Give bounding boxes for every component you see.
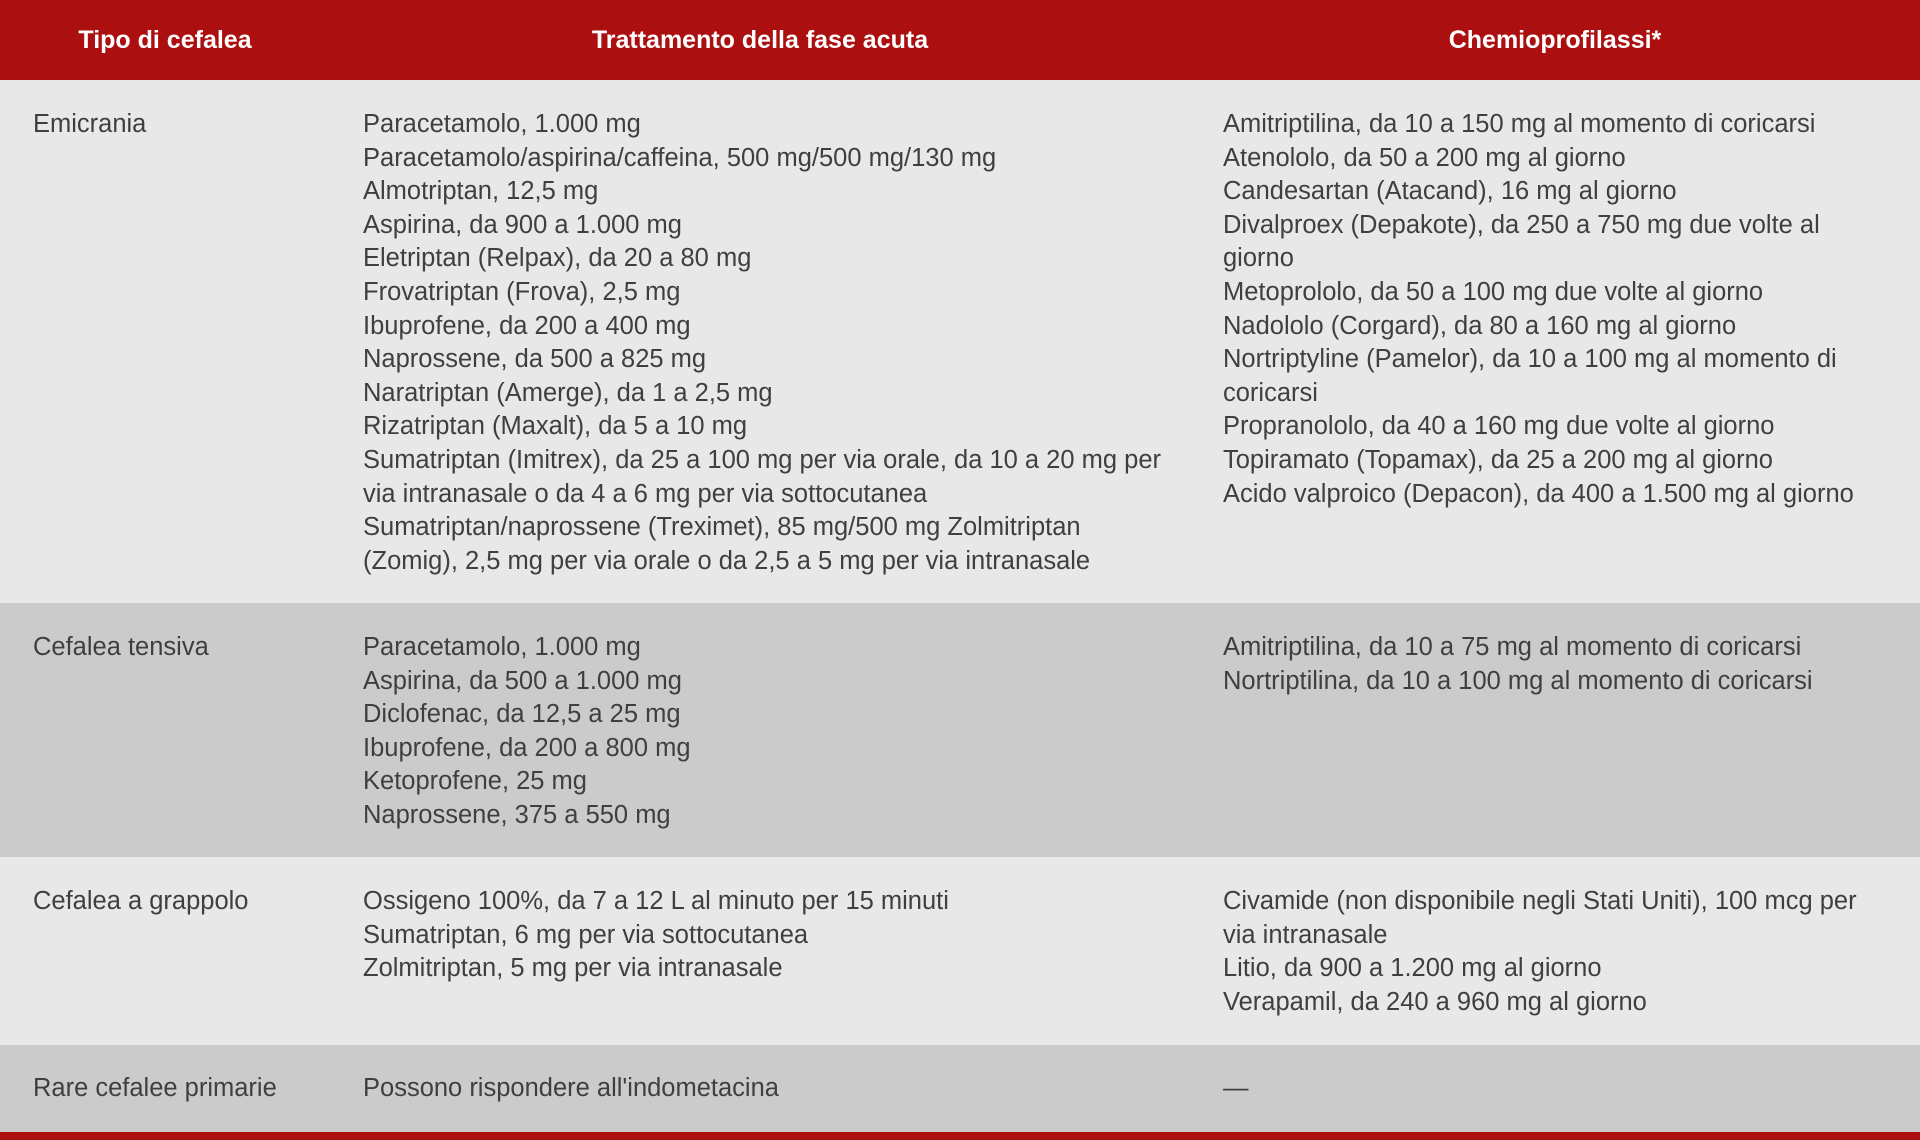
- prophylaxis-item: Nortriptyline (Pamelor), da 10 a 100 mg al momento di coricarsi: [1223, 345, 1837, 407]
- prophylaxis-cell: [1223, 631, 1893, 698]
- prophylaxis-item: —: [1223, 1074, 1249, 1102]
- acute-item: Almotriptan, 12,5 mg: [363, 177, 599, 206]
- prophylaxis-item: Civamide (non disponibile negli Stati Uniti), 100 mcg per via intranasale: [1223, 887, 1857, 949]
- acute-item: Rizatriptan (Maxalt), da 5 a 10 mg: [363, 412, 748, 441]
- prophylaxis-item: Candesartan (Atacand), 16 mg al giorno: [1223, 177, 1677, 206]
- prophylaxis-cell: [1223, 1072, 1893, 1106]
- acute-item: Ibuprofene, da 200 a 400 mg: [363, 311, 691, 340]
- prophylaxis-item: Atenololo, da 50 a 200 mg al giorno: [1223, 143, 1626, 172]
- prophylaxis-item: Nadololo (Corgard), da 80 a 160 mg al giorno: [1223, 311, 1737, 340]
- acute-item: Aspirina, da 900 a 1.000 mg: [363, 210, 682, 239]
- prophylaxis-item: Litio, da 900 a 1.200 mg al giorno: [1223, 954, 1602, 983]
- acute-item: Diclofenac, da 12,5 a 25 mg: [363, 700, 681, 729]
- prophylaxis-item: Metoprololo, da 50 a 100 mg due volte al giorno: [1223, 277, 1764, 306]
- acute-item: Naratriptan (Amerge), da 1 a 2,5 mg: [363, 378, 773, 407]
- table-header: [0, 0, 1920, 80]
- acute-treatment-cell: [363, 631, 1163, 833]
- table-row-emicrania: [0, 80, 1920, 603]
- header-chemoprophylaxis: Chemioprofilassi*: [1448, 26, 1662, 54]
- headache-type-cell: Emicrania: [33, 110, 147, 138]
- acute-item: Sumatriptan/naprossene (Treximet), 85 mg/500 mg Zolmitriptan (Zomig), 2,5 mg per via orale o da 2,5 a 5 mg per via intranasale: [363, 513, 1091, 575]
- acute-item: Aspirina, da 500 a 1.000 mg: [363, 666, 682, 695]
- acute-item: Paracetamolo, 1.000 mg: [363, 110, 641, 138]
- acute-treatment-cell: [363, 1072, 1163, 1106]
- acute-item: Ossigeno 100%, da 7 a 12 L al minuto per 15 minuti: [363, 887, 949, 915]
- prophylaxis-cell: [1223, 108, 1893, 511]
- header-headache-type: Tipo di cefalea: [78, 26, 252, 54]
- prophylaxis-item: Propranololo, da 40 a 160 mg due volte al giorno: [1223, 412, 1775, 441]
- table-row-cefalea-tensiva: [0, 603, 1920, 857]
- table-bottom-rule: [0, 1132, 1920, 1140]
- acute-item: Naprossene, 375 a 550 mg: [363, 800, 671, 829]
- prophylaxis-item: Nortriptilina, da 10 a 100 mg al momento di coricarsi: [1223, 666, 1813, 695]
- prophylaxis-item: Amitriptilina, da 10 a 75 mg al momento di coricarsi: [1223, 633, 1802, 661]
- acute-item: Zolmitriptan, 5 mg per via intranasale: [363, 954, 783, 983]
- acute-item: Ketoprofene, 25 mg: [363, 767, 587, 796]
- header-acute-treatment: Trattamento della fase acuta: [591, 26, 929, 54]
- acute-item: Sumatriptan, 6 mg per via sottocutanea: [363, 920, 809, 949]
- table-row-cefalea-a-grappolo: [0, 857, 1920, 1045]
- acute-item: Possono rispondere all'indometacina: [363, 1074, 779, 1102]
- prophylaxis-item: Amitriptilina, da 10 a 150 mg al momento di coricarsi: [1223, 110, 1816, 138]
- acute-item: Sumatriptan (Imitrex), da 25 a 100 mg per via orale, da 10 a 20 mg per via intranasale o da 4 a 6 mg per via sottocutanea: [363, 445, 1161, 508]
- headache-type-cell: Cefalea tensiva: [33, 633, 209, 661]
- acute-item: Paracetamolo, 1.000 mg: [363, 633, 641, 661]
- acute-treatment-cell: [363, 885, 1163, 986]
- table-row-rare-cefalee-primarie: [0, 1045, 1920, 1132]
- acute-item: Ibuprofene, da 200 a 800 mg: [363, 733, 691, 762]
- headache-type-cell: Rare cefalee primarie: [33, 1074, 277, 1102]
- prophylaxis-cell: [1223, 885, 1893, 1019]
- acute-item: Frovatriptan (Frova), 2,5 mg: [363, 277, 681, 306]
- headache-type-cell: Cefalea a grappolo: [33, 887, 249, 915]
- acute-item: Naprossene, da 500 a 825 mg: [363, 345, 707, 374]
- acute-item: Eletriptan (Relpax), da 20 a 80 mg: [363, 244, 752, 273]
- prophylaxis-item: Topiramato (Topamax), da 25 a 200 mg al giorno: [1223, 445, 1773, 474]
- acute-item: Paracetamolo/aspirina/caffeina, 500 mg/500 mg/130 mg: [363, 143, 997, 172]
- acute-treatment-cell: [363, 108, 1163, 578]
- prophylaxis-item: Acido valproico (Depacon), da 400 a 1.500 mg al giorno: [1223, 479, 1854, 508]
- prophylaxis-item: Divalproex (Depakote), da 250 a 750 mg due volte al giorno: [1223, 210, 1820, 273]
- prophylaxis-item: Verapamil, da 240 a 960 mg al giorno: [1223, 987, 1647, 1016]
